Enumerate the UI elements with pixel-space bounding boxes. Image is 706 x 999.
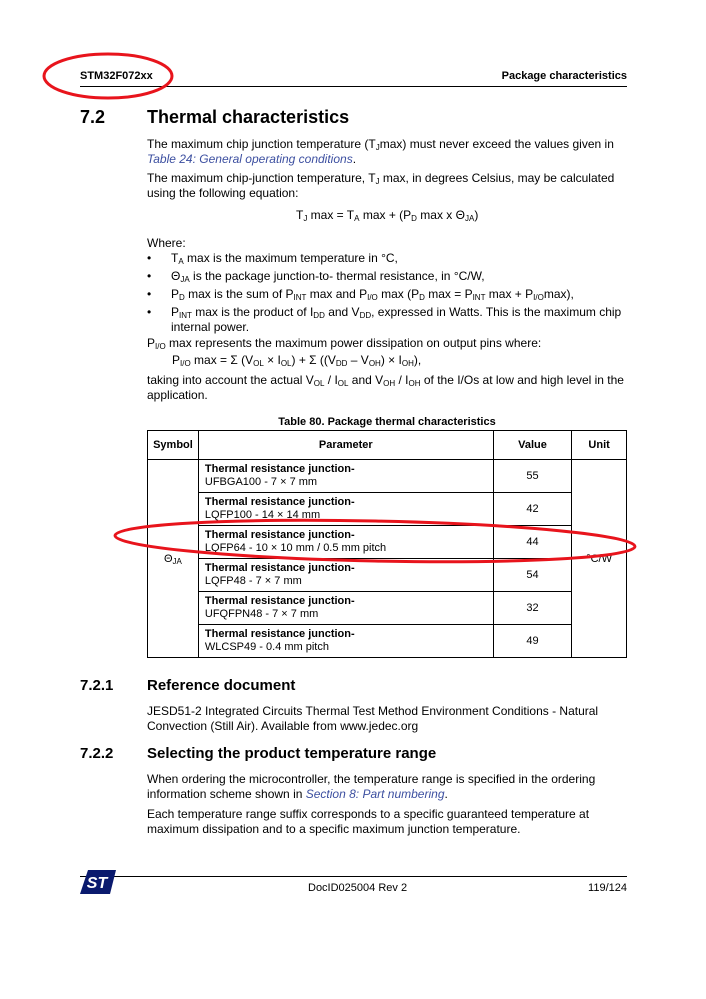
- para-junction-temp: The maximum chip junction temperature $(T_J\max)$ must never exceed the values given in Table 24: General operating conditions.: [147, 137, 614, 166]
- subsection-number-1: 7.2.1: [80, 677, 114, 694]
- symbol-cell: $\Theta_{JA}$: [148, 460, 199, 658]
- para-pio: $P_{I/O}$ max represents the maximum power dissipation on output pins where:: [147, 336, 542, 351]
- subsection-title-reference: Reference document: [147, 677, 296, 694]
- logo-text: ST: [86, 875, 108, 892]
- unit-cell: °C/W: [572, 460, 627, 658]
- value-cell: 42: [493, 493, 572, 526]
- value-cell: 54: [493, 559, 572, 592]
- parameter-cell: Thermal resistance junction- UFBGA100 - 7 × 7 mm: [198, 460, 493, 493]
- value-cell: 55: [493, 460, 572, 493]
- col-header-parameter: Parameter: [198, 431, 493, 460]
- value-cell: 32: [493, 592, 572, 625]
- col-header-unit: Unit: [572, 431, 627, 460]
- header-section-title: Package characteristics: [501, 70, 627, 82]
- where-label: Where:: [147, 236, 186, 250]
- value-cell: 44: [493, 526, 572, 559]
- equation-pio: $P_{I/O}$ max = Σ $(V_{OL} \times I_{OL}) + \Sigma$ $((V_{DD} - V_{OH}) \times I_{OH})$,: [172, 353, 422, 368]
- list-item: • $T_A$ max is the maximum temperature in °C,: [147, 251, 398, 266]
- link-table-24[interactable]: Table 24: General operating conditions: [147, 152, 353, 166]
- section-title: Thermal characteristics: [147, 107, 350, 127]
- subsection-title-temp-range: Selecting the product temperature range: [147, 745, 437, 762]
- parameter-cell: Thermal resistance junction- WLCSP49 - 0.4 mm pitch: [198, 625, 493, 658]
- para-suffix: Each temperature range suffix corresponds to a specific guaranteed temperature at maximum dissipation and to a specific maximum junction temperature.: [147, 807, 590, 836]
- parameter-cell: Thermal resistance junction- UFQFPN48 - 7 × 7 mm: [198, 592, 493, 625]
- value-cell: 49: [493, 625, 572, 658]
- para-ordering: When ordering the microcontroller, the temperature range is specified in the ordering information scheme shown in Section 8: Part numbering.: [147, 772, 596, 801]
- parameter-cell: Thermal resistance junction- LQFP48 - 7 × 7 mm: [198, 559, 493, 592]
- col-header-value: Value: [493, 431, 572, 460]
- parameter-cell: Thermal resistance junction- LQFP64 - 10 × 10 mm / 0.5 mm pitch: [198, 526, 493, 559]
- table-caption: Table 80. Package thermal characteristics: [278, 416, 496, 428]
- list-item: • $\Theta_{JA}$ is the package junction-to- thermal resistance, in °C/W,: [147, 269, 485, 284]
- equation-tj: $T_J$ $\max = T_A$ $\max + (P_D$ max x $\Theta_{JA}$): [296, 208, 479, 223]
- col-header-symbol: Symbol: [148, 431, 199, 460]
- header-doc-title: STM32F072xx: [80, 70, 153, 82]
- link-section-8[interactable]: Section 8: Part numbering: [305, 787, 445, 801]
- footer-page-number: 119/124: [588, 882, 627, 894]
- parameter-cell: Thermal resistance junction- LQFP100 - 14 × 14 mm: [198, 493, 493, 526]
- para-junction-calc: The maximum chip-junction temperature, $T_J$ max, in degrees Celsius, may be calculated using the following equation:: [147, 171, 615, 200]
- subsection-number-2: 7.2.2: [80, 745, 114, 762]
- annotation-ellipse-row: [115, 516, 636, 567]
- list-item: • $P_D$ max is the sum of $P_{INT}$ max and $P_{I/O}$ $\max (P_D$ $\max = P_{INT}$ $\max + P_{I/O}\max$),: [147, 287, 574, 302]
- para-taking: taking into account the actual $V_{OL} / I_{OL}$ and $V_{OH} / I_{OH}$ of the I/Os at low and high level in the application.: [147, 373, 624, 402]
- footer-doc-id: DocID025004 Rev 2: [308, 882, 408, 894]
- para-reference: JESD51-2 Integrated Circuits Thermal Test Method Environment Conditions - Natural Convection (Still Air). Available from www.jedec.org: [147, 704, 599, 733]
- list-item: • $P_{INT}$ max is the product of $I_{DD}$ and $V_{DD}$, expressed in Watts. This is the maximum chip internal power.: [147, 305, 622, 334]
- section-number: 7.2: [80, 107, 106, 127]
- annotation-ellipse-title: [44, 54, 172, 98]
